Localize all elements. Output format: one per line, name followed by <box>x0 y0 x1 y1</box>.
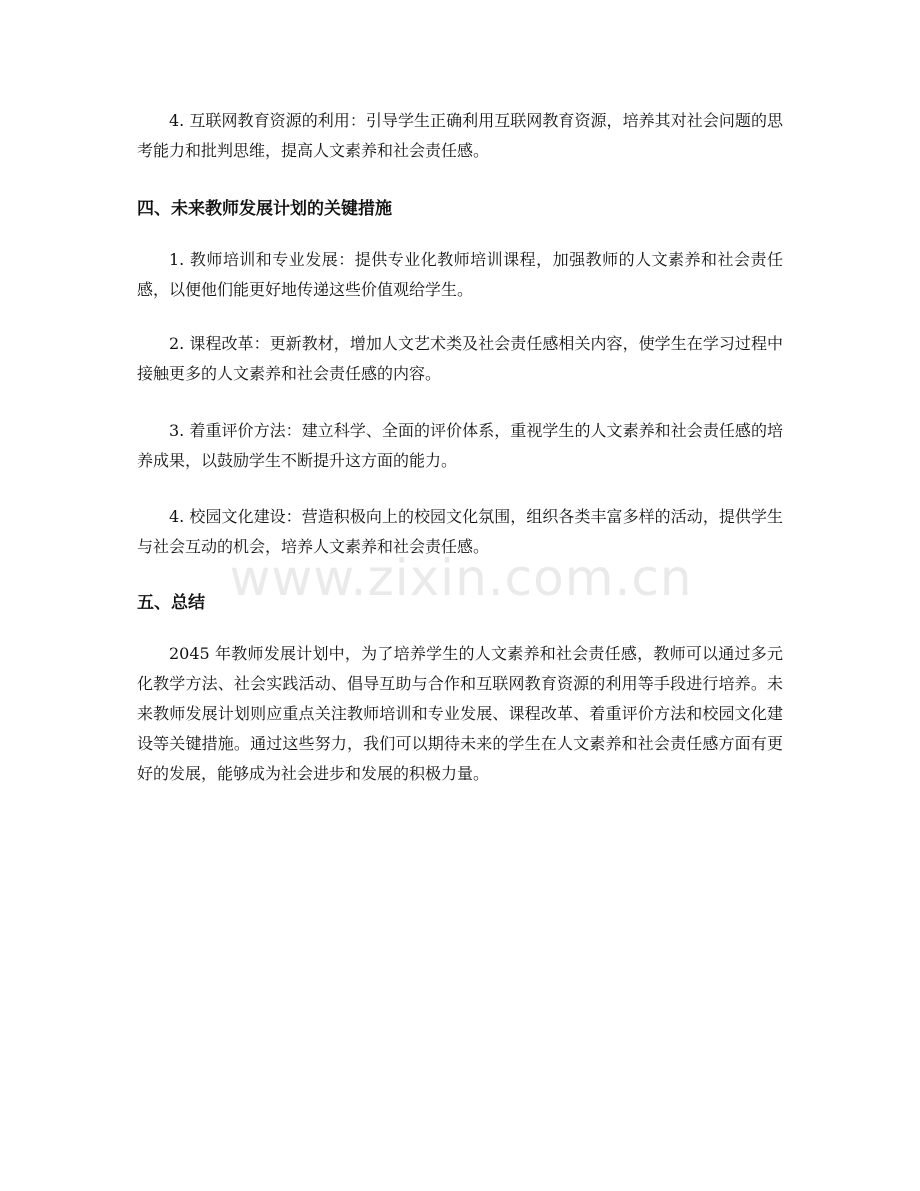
paragraph-internet-resources: 4. 互联网教育资源的利用：引导学生正确利用互联网教育资源，培养其对社会问题的思考能力和批判思维，提高人文素养和社会责任感。 <box>137 111 783 160</box>
list-item-evaluation-method: 3. 着重评价方法：建立科学、全面的评价体系，重视学生的人文素养和社会责任感的培养成果，以鼓励学生不断提升这方面的能力。 <box>137 421 783 470</box>
list-item-teacher-training: 1. 教师培训和专业发展：提供专业化教师培训课程，加强教师的人文素养和社会责任感，以便他们能更好地传递这些价值观给学生。 <box>137 250 783 299</box>
watermark-text: www.zixin.com.cn <box>229 549 693 607</box>
list-item-curriculum-reform: 2. 课程改革：更新教材，增加人文艺术类及社会责任感相关内容，使学生在学习过程中接触更多的人文素养和社会责任感的内容。 <box>137 334 783 383</box>
section-heading-future-plan: 四、未来教师发展计划的关键措施 <box>137 199 392 219</box>
section-heading-summary: 五、总结 <box>137 593 205 613</box>
list-item-campus-culture: 4. 校园文化建设：营造积极向上的校园文化氛围，组织各类丰富多样的活动，提供学生与社会互动的机会，培养人文素养和社会责任感。 <box>137 507 783 556</box>
summary-paragraph: 2045 年教师发展计划中，为了培养学生的人文素养和社会责任感，教师可以通过多元化教学方法、社会实践活动、倡导互助与合作和互联网教育资源的利用等手段进行培养。未来教师发展计划则应重点关注教师培训和专业发展、课程改革、着重评价方法和校园文化建设等关键措施。通过这些努力，我们可以期待未来的学生在人文素养和社会责任感方面有更好的发展，能够成为社会进步和发展的积极力量。 <box>137 644 783 783</box>
